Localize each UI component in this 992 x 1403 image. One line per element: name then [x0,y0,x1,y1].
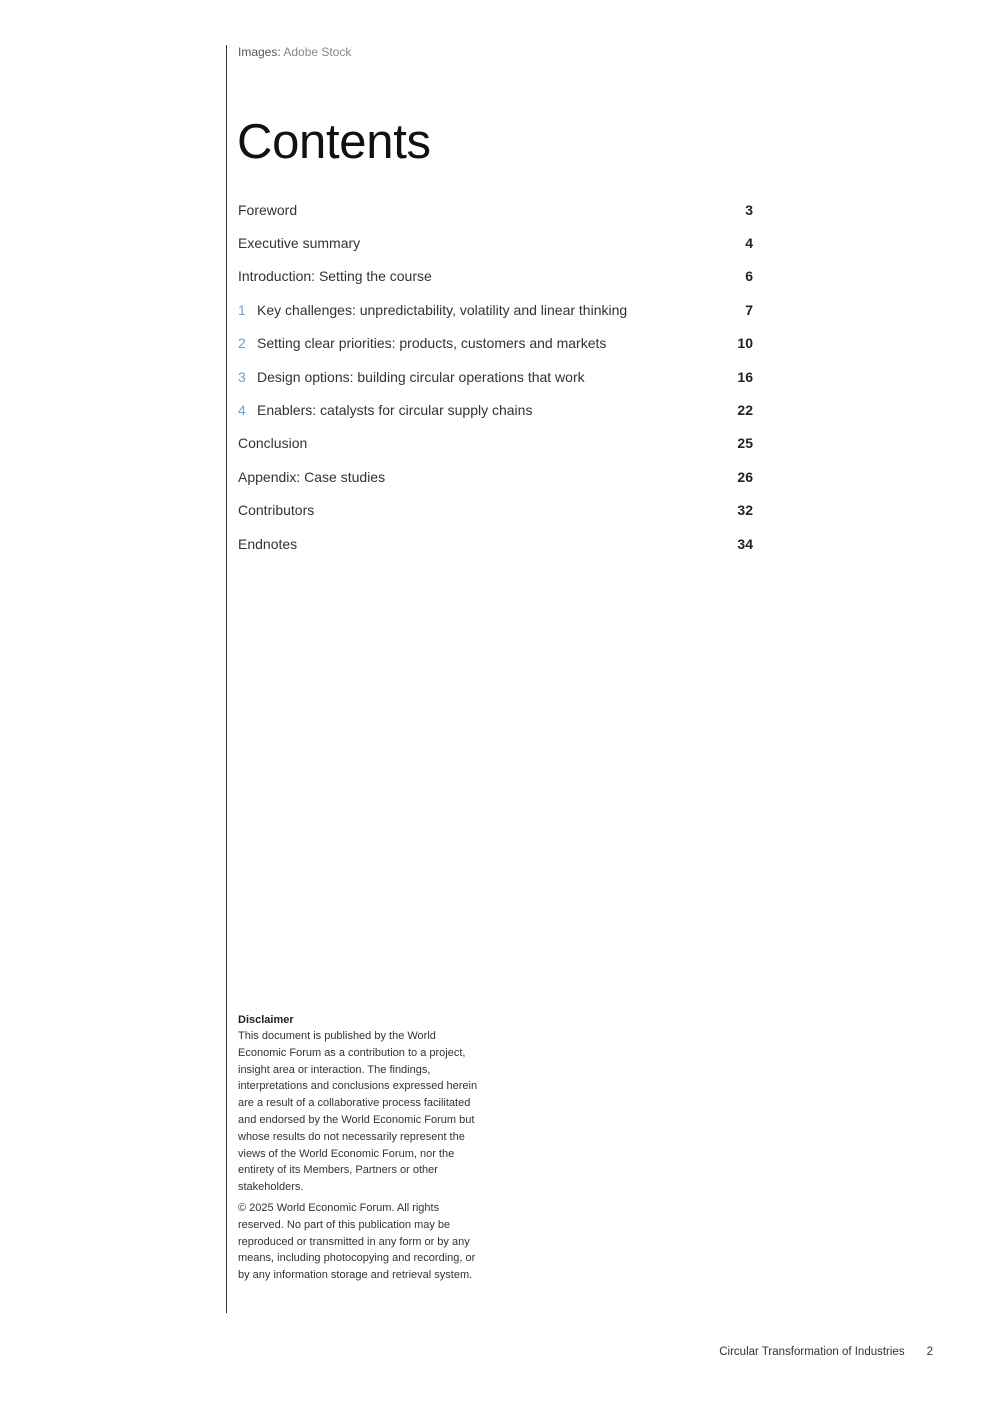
toc-item-chapter-4[interactable] [238,393,753,426]
toc-item-chapter-3[interactable] [238,360,753,393]
table-of-contents [238,193,753,560]
footer-document-title: Circular Transformation of Industries [719,1346,905,1358]
toc-item-chapter-2[interactable] [238,327,753,360]
toc-chapter-number: 4 [238,402,246,419]
image-credit-value: Adobe Stock [283,45,352,59]
toc-item-conclusion[interactable] [238,427,753,460]
toc-chapter-number: 2 [238,335,246,352]
toc-page-number: 6 [745,268,753,285]
toc-item-introduction[interactable] [238,260,753,293]
toc-label: Appendix: Case studies [238,468,386,485]
disclaimer-section [238,1012,478,1284]
toc-label: Conclusion [238,435,308,452]
toc-label: Foreword [238,201,298,218]
toc-page-number: 26 [737,468,753,485]
toc-label: Introduction: Setting the course [238,268,432,285]
toc-page-number: 25 [737,435,753,452]
toc-label: Enablers: catalysts for circular supply chains [257,402,533,419]
page-footer [719,1346,933,1358]
left-vertical-rule [226,45,227,1313]
toc-page-number: 34 [737,535,753,552]
footer-page-number: 2 [926,1346,933,1358]
toc-page-number: 16 [737,368,753,385]
toc-label: Setting clear priorities: products, customers and markets [257,335,607,352]
toc-label: Executive summary [238,235,361,252]
toc-page-number: 32 [737,502,753,519]
toc-page-number: 3 [745,201,753,218]
toc-page-number: 7 [745,301,753,318]
toc-item-foreword[interactable] [238,193,753,226]
toc-chapter-number: 3 [238,368,246,385]
copyright-notice: © 2025 World Economic Forum. All rights reserved. No part of this publication may be reproduced or transmitted in any form or by any means, including photocopying and recording, or by any information storage and retrieval system. [238,1201,476,1282]
image-credit-label: Images: [238,45,281,59]
toc-chapter-number: 1 [238,301,246,318]
toc-label: Key challenges: unpredictability, volatility and linear thinking [257,301,628,318]
toc-item-chapter-1[interactable] [238,293,753,326]
toc-label: Contributors [238,502,315,519]
image-credit [238,44,351,60]
toc-label: Design options: building circular operations that work [257,368,585,385]
toc-item-contributors[interactable] [238,494,753,527]
toc-item-endnotes[interactable] [238,527,753,560]
toc-label: Endnotes [238,535,298,552]
toc-page-number: 10 [737,335,753,352]
toc-item-appendix[interactable] [238,460,753,493]
disclaimer-body: This document is published by the World Economic Forum as a contribution to a project, insight area or interaction. The findings, interpretations and conclusions expressed herein are a result of a collaborative process facilitated and endorsed by the World Economic Forum but whose results do not necessarily represent the views of the World Economic Forum, nor the entirety of its Members, Partners or other stakeholders. [238,1030,478,1194]
toc-item-executive-summary[interactable] [238,226,753,259]
disclaimer-heading: Disclaimer [238,1014,294,1026]
page-title: Contents [237,115,431,169]
toc-page-number: 4 [745,235,753,252]
toc-page-number: 22 [737,402,753,419]
